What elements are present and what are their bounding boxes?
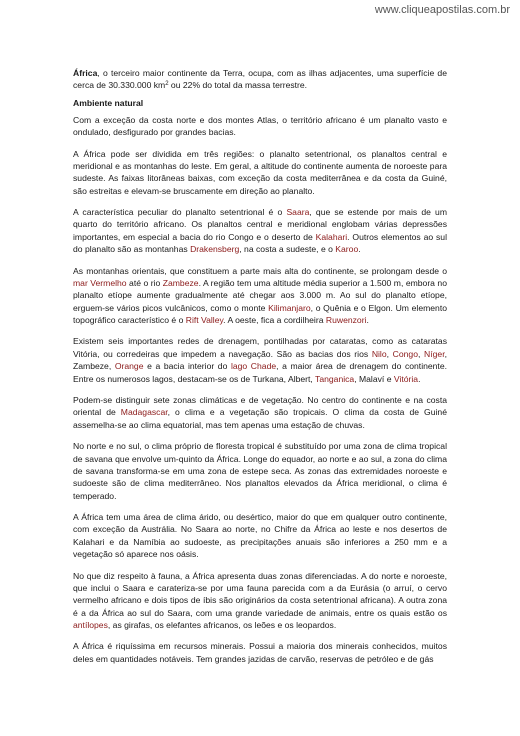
- paragraph-regions: A África pode ser dividida em três regiões: o planalto setentrional, os planaltos central e meridional e as montanhas do leste. Em geral, a altitude do continente aumenta de noroeste para sudeste. As faixas litorâneas baixas, com exceção da costa mediterrânea e da costa da Guiné, são estreitas e elevam-se bruscamente em direção ao planalto.: [73, 148, 447, 196]
- link-mar-vermelho[interactable]: mar Vermelho: [73, 277, 127, 288]
- article-body: [73, 67, 447, 674]
- link-antilopes[interactable]: antílopes: [73, 620, 108, 631]
- superscript: 2: [165, 81, 169, 88]
- paragraph-drainage: Existem seis importantes redes de drenagem, pontilhadas por cataratas, como as cataratas Vitória, ou corredeiras que impedem a navegação. São as bacias dos rios Nilo, Congo, Níger, Zambeze, Orange e a bacia interior do lago Chade, a maior área de drenagem do continente. Entre os numerosos lagos, destacam-se os de Turkana, Albert, Tanganica, Malaví e Vitória.: [73, 336, 447, 384]
- paragraph-north-plateau: A característica peculiar do planalto setentrional é o Saara, que se estende por mais de um quarto do território africano. Os planaltos central e meridional englobam várias depressões importantes, em especial a bacia do rio Congo e o deserto de Kalahari. Outros elementos ao sul do planalto são as montanhas Drakensberg, na costa a sudeste, e o Karoo.: [73, 207, 447, 255]
- paragraph-east-mountains: As montanhas orientais, que constituem a parte mais alta do continente, se prolongam desde o mar Vermelho até o rio Zambeze. A região tem uma altitude média superior a 1.500 m, embora no planalto etíope aumente gradualmente até chegar aos 3.000 m. Ao sul do planalto etíope, erguem-se vários picos vulcânicos, como o monte Kilimanjaro, o Quênia e o Elgon. Um elemento topográfico característico é o Rift Valley. A oeste, fica a cordilheira Ruwenzori.: [73, 265, 447, 326]
- link-nilo[interactable]: Nilo: [371, 348, 387, 359]
- link-niger[interactable]: Níger: [424, 348, 445, 359]
- link-ruwenzori[interactable]: Ruwenzori: [325, 315, 367, 326]
- link-drakensberg[interactable]: Drakensberg: [190, 244, 240, 255]
- term-africa: África: [73, 68, 98, 78]
- paragraph-fauna: No que diz respeito à fauna, a África apresenta duas zonas diferenciadas. A do norte e noroeste, que inclui o Saara e carateriza-se por uma fauna parecida com a da Eurásia (o arruí, o cervo vermelho africano e dois tipos de íbis são originários da costa setentrional africana). A outra zona é a da África ao sul do Saara, com uma grande variedade de animais, entre os quais estão os antílopes, as girafas, os elefantes africanos, os leões e os leopardos.: [73, 570, 447, 631]
- paragraph-minerals: A África é riquíssima em recursos minerais. Possui a maioria dos minerais conhecidos, muitos deles em quantidades notáveis. Tem grandes jazidas de carvão, reservas de petróleo e de gás: [73, 641, 447, 664]
- paragraph-climate-zones: Podem-se distinguir sete zonas climáticas e de vegetação. No centro do continente e na costa oriental de Madagascar, o clima e a vegetação são tropicais. O clima da costa de Guiné assemelha-se ao clima equatorial, mas tem apenas uma estação de chuvas.: [73, 394, 447, 430]
- link-vitoria[interactable]: Vitória: [393, 373, 419, 384]
- link-lago-chade[interactable]: lago Chade: [230, 361, 277, 372]
- link-congo[interactable]: Congo: [392, 348, 418, 359]
- link-kalahari[interactable]: Kalahari: [315, 231, 348, 242]
- site-url: www.cliqueapostilas.com.br: [374, 4, 510, 16]
- section-heading: Ambiente natural: [73, 97, 144, 108]
- link-tanganica[interactable]: Tanganica: [315, 373, 355, 384]
- link-saara[interactable]: Saara: [286, 207, 310, 218]
- link-zambeze[interactable]: Zambeze: [162, 277, 199, 288]
- link-madagascar[interactable]: Madagascar: [120, 407, 168, 418]
- paragraph-savanna: No norte e no sul, o clima próprio de floresta tropical é substituído por uma zona de clima tropical de savana que envolve um-quinto da África. Longe do equador, ao norte e ao sul, a zona do clima de savana transforma-se em uma zona de estepe seca. As zonas das extremidades noroeste e sudoeste são de clima mediterrâneo. Nos planaltos elevados da África meridional, o clima é temperado.: [73, 441, 447, 501]
- paragraph-relief: Com a exceção da costa norte e dos montes Atlas, o território africano é um planalto vasto e ondulado, desfigurado por grandes bacias.: [73, 114, 447, 138]
- link-orange[interactable]: Orange: [114, 361, 144, 372]
- link-kilimanjaro[interactable]: Kilimanjaro: [268, 302, 311, 313]
- link-karoo[interactable]: Karoo: [335, 244, 359, 255]
- link-rift-valley[interactable]: Rift Valley: [185, 315, 224, 326]
- intro-paragraph: África, o terceiro maior continente da Terra, ocupa, com as ilhas adjacentes, uma superfície de cerca de 30.330.000 $km^2$ ou 22% do total da massa terrestre.: [73, 68, 447, 91]
- paragraph-arid: A África tem uma área de clima árido, ou desértico, maior do que em qualquer outro continente, com exceção da Austrália. No Saara ao norte, no Chifre da África ao leste e nos desertos de Kalahari e da Namíbia ao sudoeste, as precipitações anuais são inferiores a 250 mm e a vegetação só aparece nos oásis.: [73, 512, 447, 560]
